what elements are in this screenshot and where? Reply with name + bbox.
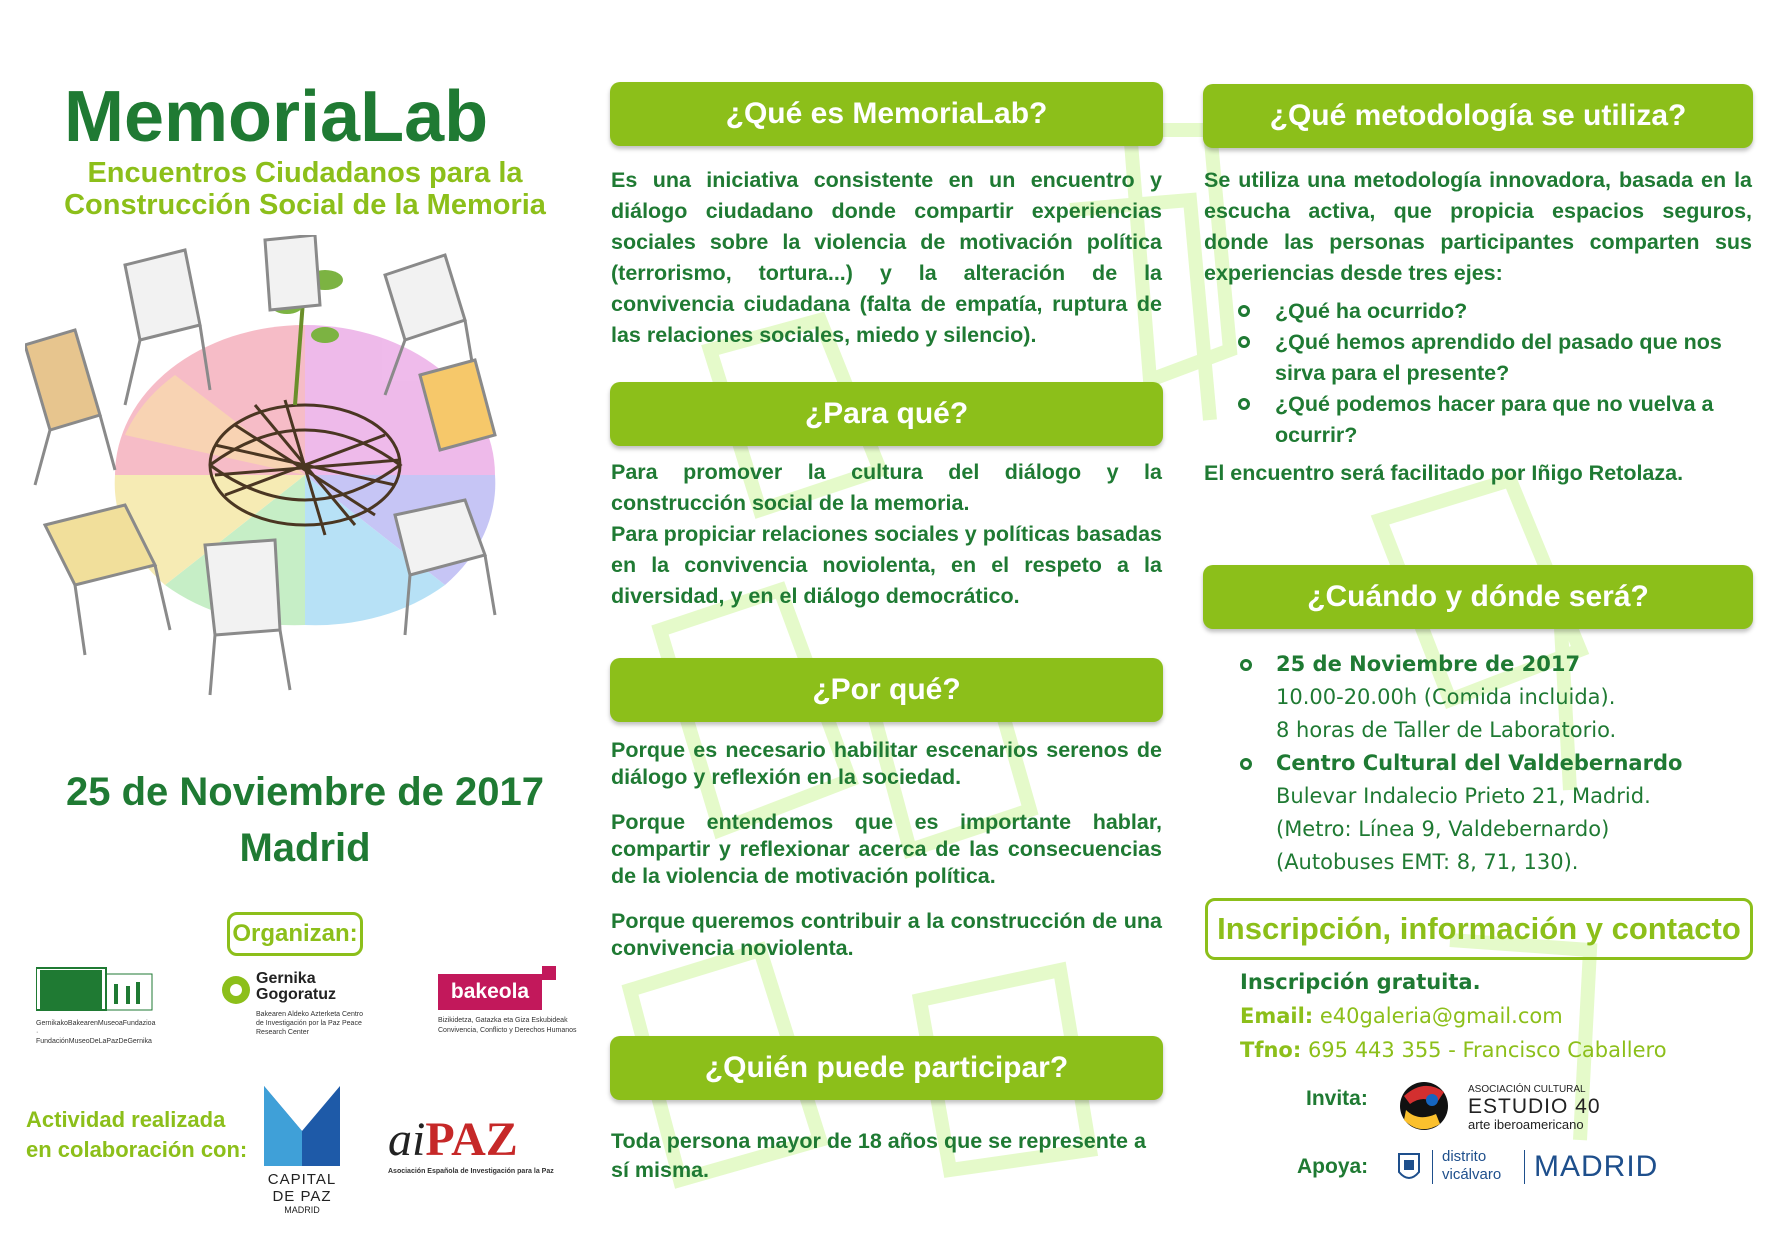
contacto-details bbox=[1240, 965, 1760, 1067]
aipaz-logo bbox=[388, 1112, 568, 1182]
gernika-gogoratuz-name-1: Gernika bbox=[256, 970, 316, 987]
header-por-que: ¿Por qué? bbox=[610, 658, 1163, 722]
phone-number: 695 443 355 - Francisco Caballero bbox=[1307, 1038, 1667, 1062]
cuando-place-line-2: (Metro: Línea 9, Valdebernardo) bbox=[1276, 817, 1610, 841]
cuando-details bbox=[1240, 648, 1760, 879]
cuando-date-line-1: 10.00-20.00h (Comida incluida). bbox=[1276, 685, 1616, 709]
bakeola-caption-2: Convivencia, Conflicto y Derechos Humanos bbox=[438, 1027, 577, 1034]
metodologia-bullet: ¿Qué podemos hacer para que no vuelva a ocurrir? bbox=[1238, 389, 1752, 451]
email-row bbox=[1240, 999, 1760, 1033]
para-que-paragraph-2: Para propiciar relaciones sociales y políticas basadas en la convivencia noviolenta, en el respeto a la diversidad, y en el diálogo democrático. bbox=[611, 522, 1162, 608]
por-que-paragraph-1: Porque es necesario habilitar escenarios serenos de diálogo y reflexión en la sociedad. bbox=[611, 738, 1162, 789]
estudio-40-line-3: arte iberoamericano bbox=[1468, 1117, 1584, 1132]
poster-title: MemoriaLab bbox=[64, 77, 489, 157]
capital-de-paz-icon bbox=[264, 1086, 340, 1166]
capital-line-3: MADRID bbox=[284, 1205, 320, 1215]
subtitle-line-1: Encuentros Ciudadanos para la bbox=[87, 157, 523, 189]
gernika-gogoratuz-caption: Bakearen Aldeko Azterketa Centro de Investigación por la Paz Peace Research Center bbox=[256, 1011, 364, 1036]
email-label: Email: bbox=[1240, 1004, 1314, 1028]
gernika-gogoratuz-icon bbox=[220, 974, 252, 1006]
email-link[interactable]: e40galeria@gmail.com bbox=[1319, 1004, 1563, 1028]
inscripcion-gratuita: Inscripción gratuita. bbox=[1240, 970, 1481, 994]
bullet-circle-icon bbox=[1238, 398, 1250, 410]
invita-label: Invita: bbox=[1306, 1087, 1368, 1110]
metodologia-intro: Se utiliza una metodología innovadora, basada en la escucha activa, que propicia espacios seguros, donde las personas participantes comparten sus experiencias desde tres ejes: bbox=[1204, 168, 1752, 285]
separator-line bbox=[1524, 1150, 1525, 1184]
aipaz-caption: Asociación Española de Investigación para la Paz bbox=[388, 1168, 554, 1175]
header-para-que: ¿Para qué? bbox=[610, 382, 1163, 446]
separator-line bbox=[1432, 1150, 1433, 1184]
metodologia-bullet: ¿Qué hemos aprendido del pasado que nos sirva para el presente? bbox=[1238, 327, 1752, 389]
que-es-body: Es una iniciativa consistente en un encuentro y diálogo ciudadano donde compartir experiencias sociales sobre la violencia de motivación política (terrorismo, tortura...) y la alteración de la convivencia ciudadana (falta de empatía, ruptura de las relaciones sociales, miedo y silencio). bbox=[611, 168, 1162, 347]
bullet-circle-icon bbox=[1240, 659, 1252, 671]
chairs-circle-illustration bbox=[25, 235, 580, 735]
estudio-40-logo bbox=[1396, 1078, 1626, 1136]
poster-subtitle bbox=[20, 157, 590, 221]
header-quien: ¿Quién puede participar? bbox=[610, 1036, 1163, 1100]
bullet-circle-icon bbox=[1240, 758, 1252, 770]
organizan-label: Organizan: bbox=[227, 912, 363, 956]
por-que-paragraph-2: Porque entendemos que es importante hablar, compartir y reflexionar acerca de las consecuencias de la violencia de motivación política. bbox=[611, 810, 1162, 888]
apoya-city: MADRID bbox=[1534, 1150, 1659, 1183]
madrid-shield-icon bbox=[1398, 1150, 1420, 1184]
apoya-label: Apoya: bbox=[1297, 1155, 1369, 1178]
bakeola-name: bakeola bbox=[438, 974, 542, 1010]
quien-body: Toda persona mayor de 18 años que se represente a sí misma. bbox=[611, 1129, 1146, 1182]
header-metodologia: ¿Qué metodología se utiliza? bbox=[1203, 84, 1753, 148]
gernika-museoa-caption: GernikakoBakearenMuseoaFundazioa · FundaciónMuseoDeLaPazDeGernika bbox=[36, 1020, 156, 1045]
gernika-gogoratuz-logo bbox=[220, 970, 380, 1040]
gernika-museoa-logo bbox=[36, 964, 156, 1044]
por-que-paragraph-3: Porque queremos contribuir a la construcción de una convivencia noviolenta. bbox=[611, 909, 1162, 960]
aipaz-paz: PAZ bbox=[425, 1113, 518, 1166]
aipaz-ai: ai bbox=[388, 1113, 426, 1166]
collaboration-text bbox=[26, 1105, 256, 1165]
apoya-line-1: distrito bbox=[1442, 1148, 1487, 1165]
gernika-museoa-icon bbox=[36, 964, 156, 1014]
phone-row bbox=[1240, 1033, 1760, 1067]
metodologia-bullet: ¿Qué ha ocurrido? bbox=[1238, 296, 1752, 327]
cuando-place-line-1: Bulevar Indalecio Prieto 21, Madrid. bbox=[1276, 784, 1651, 808]
collab-line-1: Actividad realizada bbox=[26, 1107, 226, 1132]
estudio-40-icon bbox=[1396, 1078, 1452, 1132]
phone-label: Tfno: bbox=[1240, 1038, 1302, 1062]
capital-line-1: CAPITAL bbox=[267, 1171, 337, 1188]
estudio-40-line-2: ESTUDIO 40 bbox=[1468, 1095, 1601, 1118]
capital-de-paz-logo bbox=[264, 1086, 340, 1222]
event-city: Madrid bbox=[239, 826, 371, 870]
bakeola-caption-1: Bizikidetza, Gatazka eta Giza Eskubideak bbox=[438, 1017, 568, 1024]
cuando-place-title: Centro Cultural del Valdebernardo bbox=[1276, 751, 1683, 775]
madrid-vicalvaro-logo bbox=[1398, 1148, 1688, 1188]
bullet-circle-icon bbox=[1238, 305, 1250, 317]
header-que-es: ¿Qué es MemoriaLab? bbox=[610, 82, 1163, 146]
header-cuando: ¿Cuándo y dónde será? bbox=[1203, 565, 1753, 629]
para-que-paragraph-1: Para promover la cultura del diálogo y la construcción social de la memoria. bbox=[611, 460, 1162, 515]
facilitator-text: El encuentro será facilitado por Iñigo Retolaza. bbox=[1204, 461, 1684, 485]
subtitle-line-2: Construcción Social de la Memoria bbox=[64, 189, 546, 221]
por-que-body bbox=[611, 737, 1162, 962]
cuando-place-line-3: (Autobuses EMT: 8, 71, 130). bbox=[1276, 850, 1579, 874]
capital-line-2: DE PAZ bbox=[272, 1188, 332, 1205]
para-que-body bbox=[611, 457, 1162, 612]
cuando-date-line-2: 8 horas de Taller de Laboratorio. bbox=[1276, 718, 1617, 742]
event-date: 25 de Noviembre de 2017 bbox=[65, 770, 545, 814]
cuando-date-title: 25 de Noviembre de 2017 bbox=[1276, 652, 1581, 676]
gernika-gogoratuz-name-2: Gogoratuz bbox=[256, 986, 336, 1003]
bakeola-corner-icon bbox=[542, 966, 556, 980]
metodologia-bullets bbox=[1238, 296, 1752, 451]
header-contacto: Inscripción, información y contacto bbox=[1205, 898, 1753, 960]
bakeola-logo bbox=[438, 966, 577, 1046]
collab-line-2: en colaboración con: bbox=[26, 1137, 248, 1162]
apoya-line-2: vicálvaro bbox=[1442, 1166, 1502, 1183]
estudio-40-line-1: ASOCIACIÓN CULTURAL bbox=[1468, 1084, 1586, 1095]
bullet-circle-icon bbox=[1238, 336, 1250, 348]
